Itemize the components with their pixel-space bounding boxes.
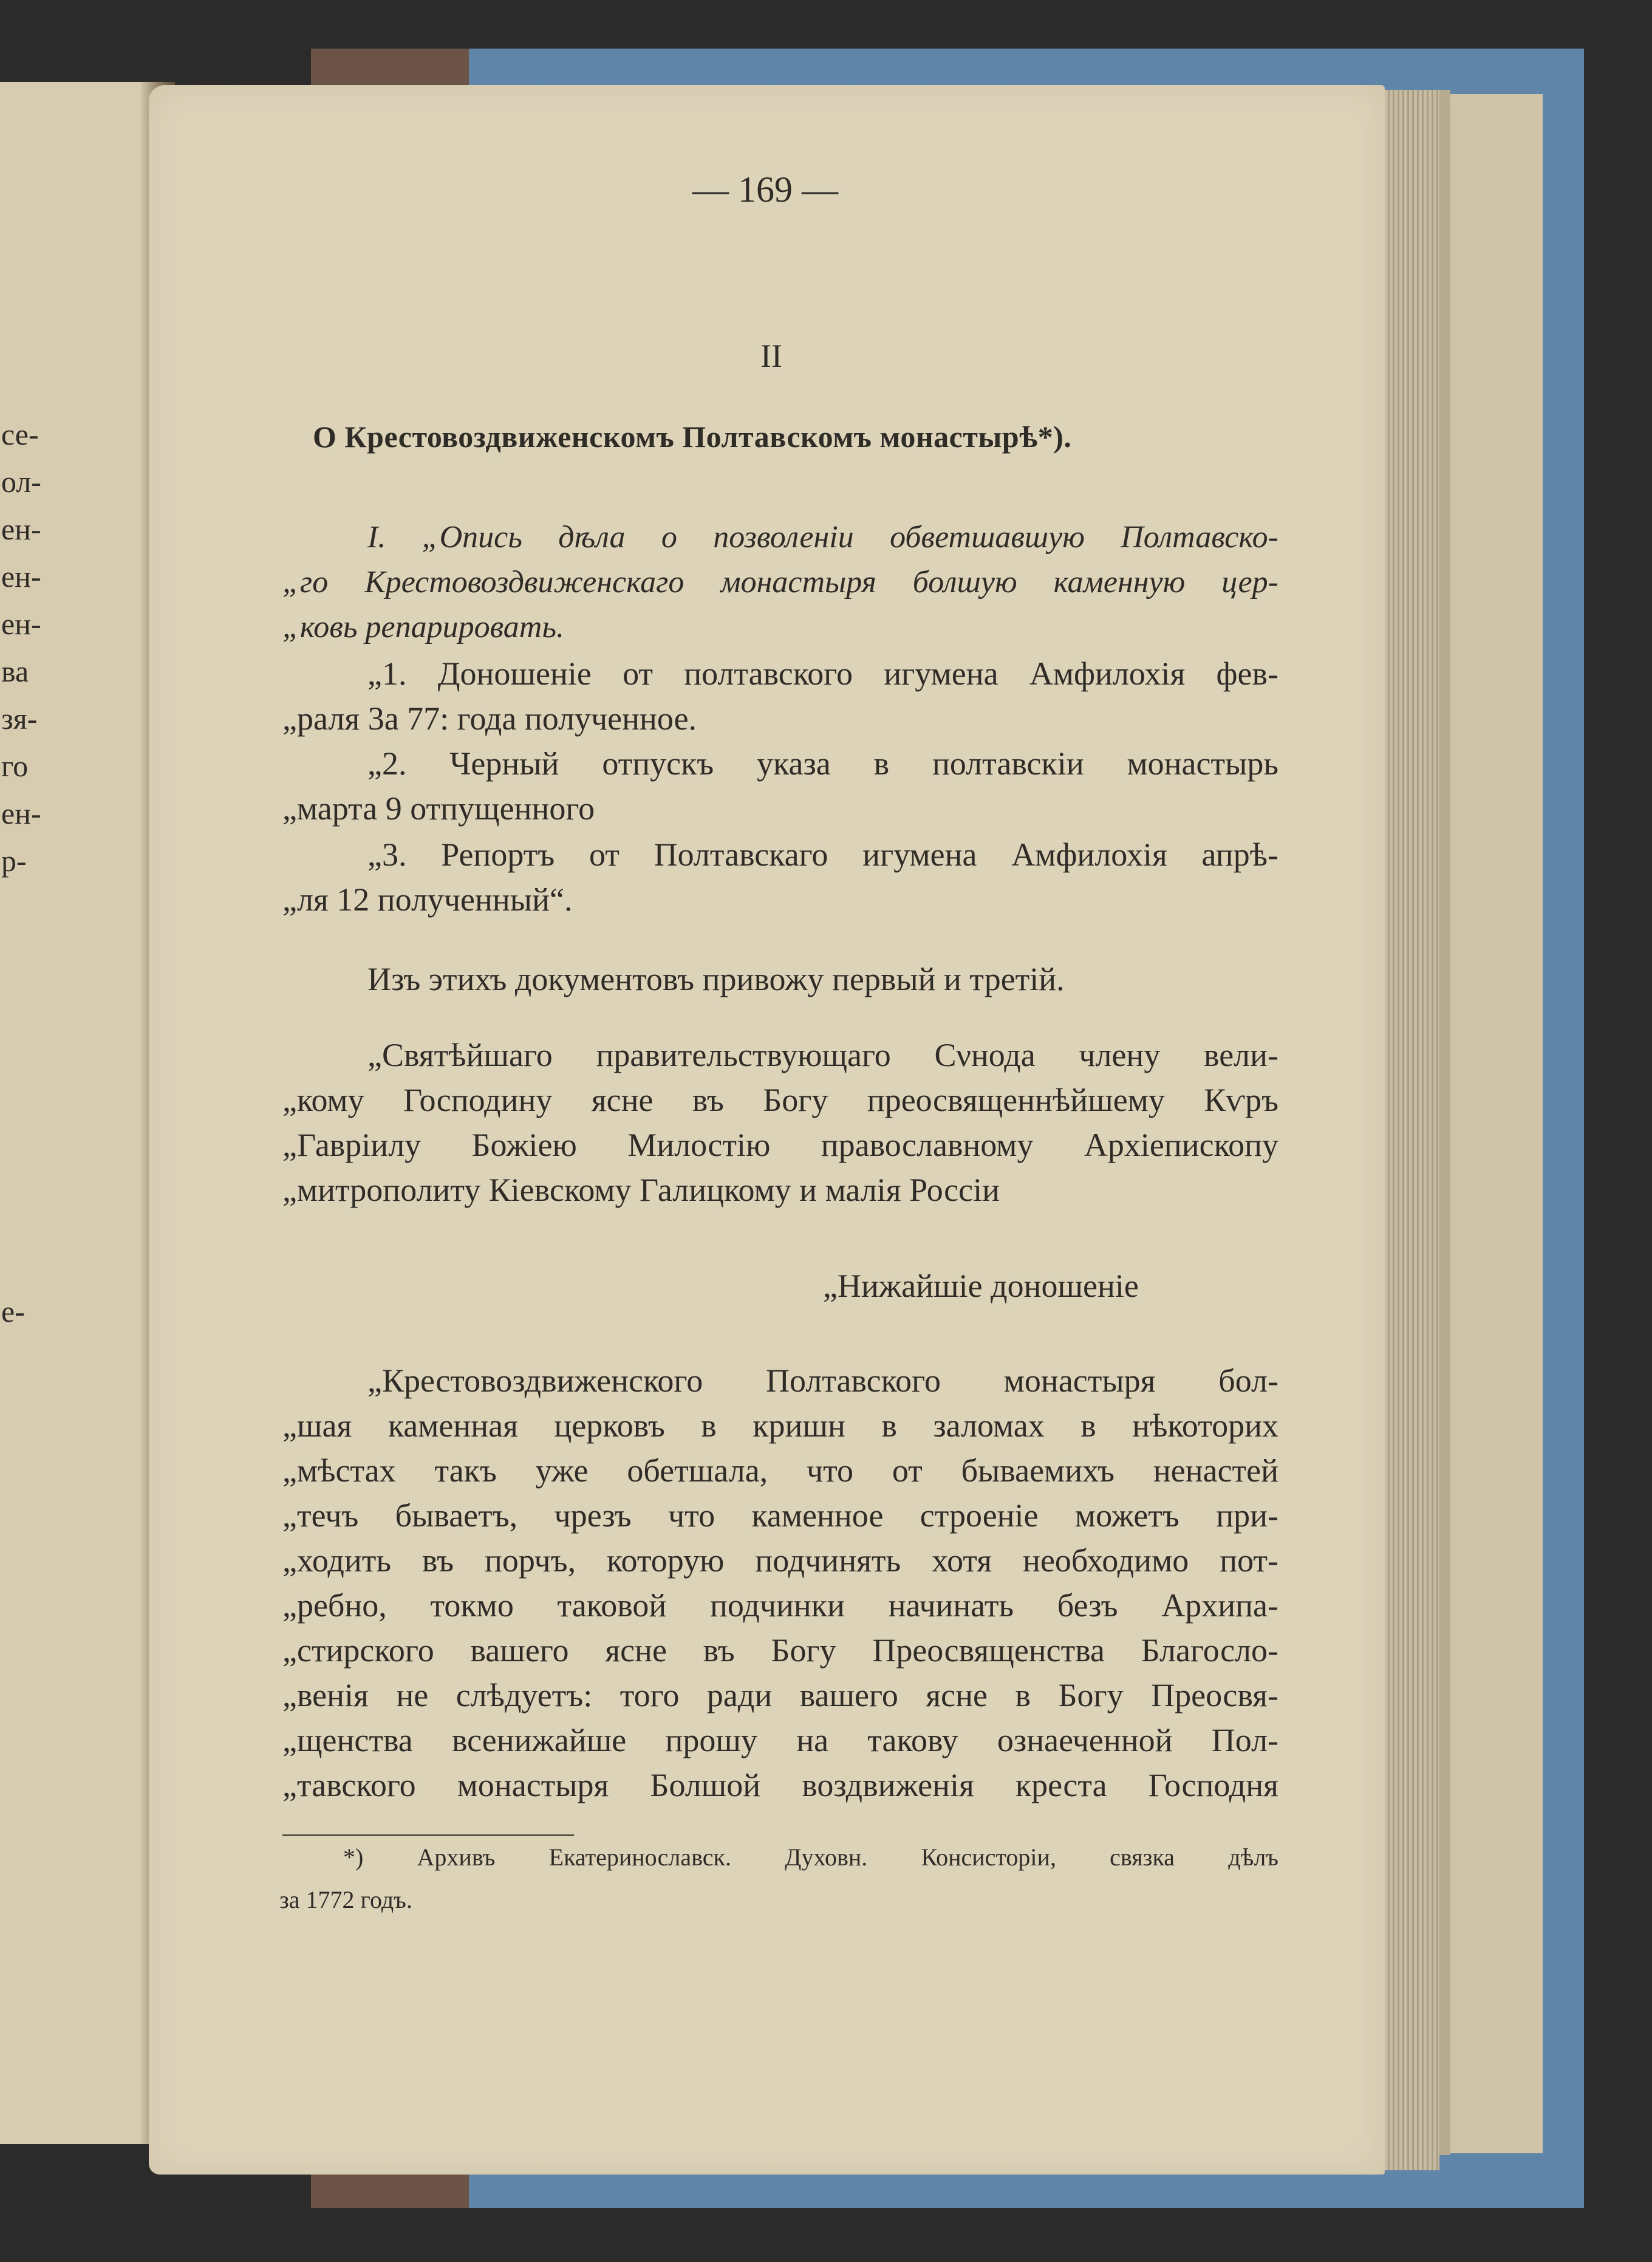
intro-line: „ковь репарировать. [282, 610, 565, 644]
footnote-line: *) Архивъ Екатеринославск. Духовн. Консисторіи, связка дѣлъ [343, 1843, 1278, 1871]
footnote-line: за 1772 годъ. [279, 1886, 412, 1913]
page-number: — 169 — [692, 169, 838, 210]
address-line: „Святѣйшаго правительствующаго Сνнода члену вели- [367, 1037, 1278, 1073]
left-page-fragment: ен- [1, 559, 41, 593]
item-line: „ля 12 полученный“. [282, 881, 573, 918]
left-page-fragment: ва [1, 654, 29, 688]
item-line: „раля 3а 77: года полученное. [282, 700, 697, 737]
address-line: „митрополиту Кіевскому Галицкому и малія Россіи [282, 1172, 1000, 1208]
left-page-fragment: ен- [1, 796, 41, 830]
left-page-fragment: зя- [1, 702, 38, 736]
footnote-rule [282, 1834, 574, 1836]
item-line: „1. Доношеніе от полтавского игумена Амфилохія фев- [367, 655, 1278, 692]
body-line: „ходить въ порчъ, которую подчинять хотя необходимо пот- [282, 1542, 1278, 1579]
left-page-fragment: ен- [1, 512, 41, 546]
item-line: „2. Черный отпускъ указа в полтавскіи монастырь [367, 745, 1278, 782]
body-line: „мѣстах такъ уже обетшала, что от бываемихъ ненастей [282, 1452, 1278, 1489]
intro-line: I. „Опись дѣла о позволеніи обветшавшую Полтавско- [367, 520, 1278, 555]
body-line: „шая каменная церковъ в кришн в заломах в нѣкоторих [282, 1407, 1278, 1444]
body-line: „ребно, токмо таковой подчинки начинать безъ Архипа- [282, 1587, 1278, 1624]
item-line: „3. Репортъ от Полтавскаго игумена Амфилохія апрѣ- [367, 836, 1278, 873]
documents-note: Изъ этихъ документовъ привожу первый и третій. [367, 961, 1065, 997]
left-page-fragment: се- [1, 417, 39, 451]
item-line: „марта 9 отпущенного [282, 790, 595, 827]
left-page-fragment: е- [1, 1294, 25, 1328]
address-line: „Гавріилу Божіею Милостію православному Архіепископу [282, 1127, 1278, 1163]
body-line: „щенства всенижайше прошу на такову ознаеченной Пол- [282, 1722, 1278, 1758]
petition-title: „Нижайшіе доношеніе [823, 1268, 1139, 1304]
intro-line: „го Крестовоздвиженскаго монастыря болшую каменную цер- [282, 565, 1278, 600]
body-line: „тавского монастыря Болшой воздвиженія креста Господня [282, 1767, 1278, 1803]
left-page-fragment: р- [1, 844, 27, 878]
section-heading: II [760, 338, 782, 374]
body-line: „стирского вашего ясне въ Богу Преосвященства Благосло- [282, 1632, 1278, 1669]
left-page-fragment: ен- [1, 607, 41, 641]
body-line: „течъ бываетъ, чрезъ что каменное строеніе можетъ при- [282, 1497, 1278, 1534]
document-title: О Крестовоздвиженскомъ Полтавскомъ монастырѣ*). [313, 420, 1072, 454]
left-page-fragment: ол- [1, 465, 41, 499]
body-line: „Крестовоздвиженского Полтавского монастыря бол- [367, 1362, 1278, 1399]
address-line: „кому Господину ясне въ Богу преосвященнѣйшему Кѵръ [282, 1082, 1278, 1118]
left-page-fragment: го [1, 749, 29, 783]
body-line: „венія не слѣдуетъ: того ради вашего ясне в Богу Преосвя- [282, 1677, 1278, 1714]
left-page [0, 82, 159, 2144]
